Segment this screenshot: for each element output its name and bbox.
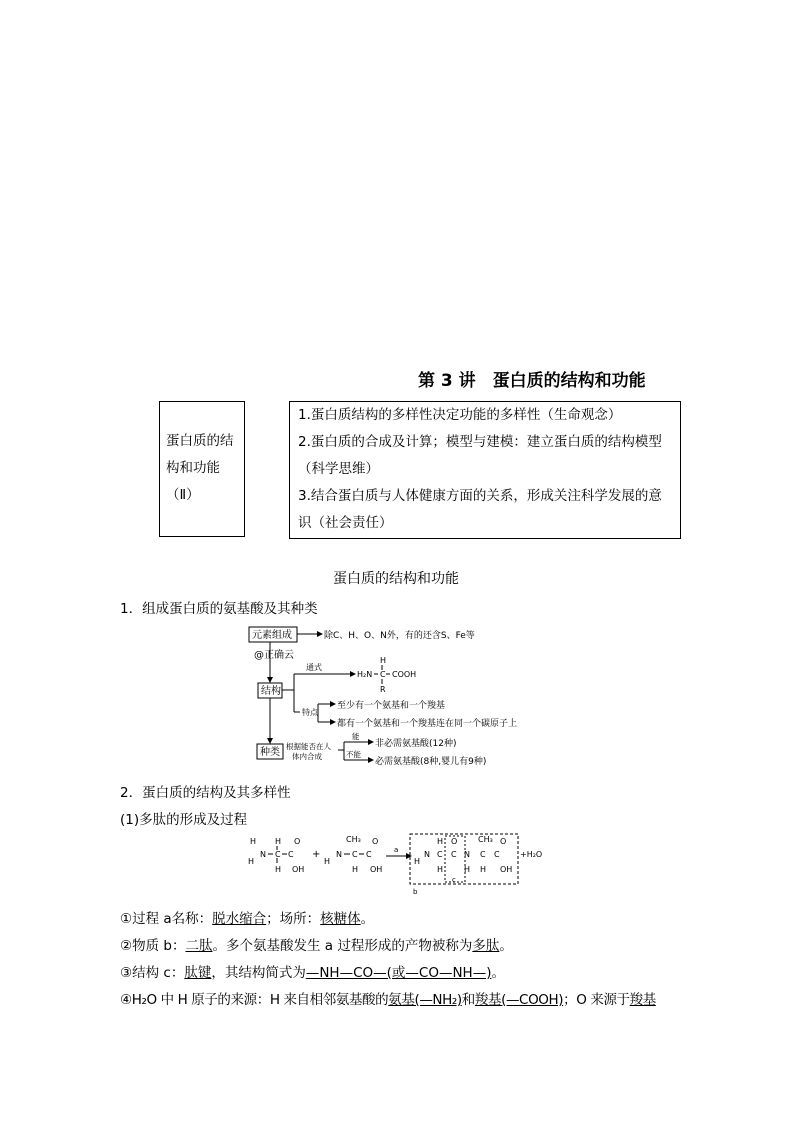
- qa-text: ，其结构简式为: [211, 965, 306, 981]
- answer-blank: 核糖体: [320, 911, 361, 927]
- answer-blank: 羧基: [629, 992, 656, 1008]
- objective-line: （科学思维）: [298, 461, 379, 477]
- atom-oh: OH: [292, 865, 305, 874]
- topic-line: 构和功能: [166, 460, 220, 476]
- atom-o: O: [294, 837, 301, 846]
- basis-line-2: 体内合成: [292, 752, 322, 761]
- atom-c: C: [480, 850, 486, 859]
- qa-text: 。: [499, 938, 513, 954]
- atom-h: H: [437, 865, 444, 874]
- atom-h: H: [464, 865, 471, 874]
- answer-blank: 多肽: [472, 938, 500, 954]
- objective-line: 识（社会责任）: [298, 515, 393, 531]
- qa-line-1: [120, 907, 374, 927]
- atom-h: H: [250, 837, 257, 846]
- atom-ch3: CH₃: [478, 835, 493, 844]
- elements-text: 除C、H、O、N外，有的还含S、Fe等: [324, 631, 475, 641]
- features-label: 特点: [302, 708, 318, 717]
- structure-box-label: 结构: [261, 686, 281, 697]
- arrow-head: [330, 719, 336, 725]
- formula-h: H: [380, 656, 387, 665]
- amino-acid-diagram: [240, 620, 570, 770]
- atom-o: O: [372, 837, 379, 846]
- general-formula-label: 通式: [306, 663, 322, 672]
- essential-text: 必需氨基酸(8种,婴儿有9种): [375, 757, 487, 767]
- heading-amino-acids: 1．组成蛋白质的氨基酸及其种类: [120, 601, 318, 617]
- atom-o: O: [451, 837, 458, 846]
- dipeptide-diagram: [242, 830, 552, 900]
- qa-line-4: [120, 988, 656, 1008]
- qa-text: 。: [491, 965, 505, 981]
- label-c: c: [452, 876, 456, 884]
- atom-c: C: [494, 850, 500, 859]
- topic-line: 蛋白质的结: [166, 433, 234, 449]
- arrow-head: [350, 671, 356, 677]
- atom-c: C: [275, 850, 281, 859]
- atom-h: H: [324, 857, 331, 866]
- formula-r: R: [380, 685, 386, 694]
- arrow-head: [368, 757, 374, 763]
- atom-h: H: [480, 865, 487, 874]
- atom-c: C: [352, 850, 358, 859]
- arrow-head: [330, 701, 336, 707]
- answer-blank: —NH—CO—(或—CO—NH—): [305, 965, 492, 981]
- subheading-polypeptide: (1)多肽的形成及过程: [120, 812, 248, 828]
- atom-o: O: [500, 837, 507, 846]
- atom-c: C: [366, 850, 372, 859]
- formula-h2n: H₂N: [357, 670, 373, 679]
- atom-n: N: [260, 850, 266, 859]
- qa-text: 。: [360, 911, 375, 927]
- cannot-label: 不能: [346, 750, 361, 759]
- elements-box-label: 元素组成: [252, 630, 292, 641]
- arrow-label-a: a: [394, 846, 399, 854]
- qa-text: ；场所：: [266, 911, 321, 927]
- qa-text: ③结构 c：: [120, 965, 185, 981]
- qa-text: ②物质 b：: [120, 938, 186, 954]
- atom-h: H: [437, 837, 444, 846]
- qa-line-3: [120, 961, 505, 981]
- objective-line: 1.蛋白质结构的多样性决定功能的多样性（生命观念）: [298, 407, 622, 423]
- formula-c: C: [380, 670, 386, 679]
- can-label: 能: [352, 732, 360, 741]
- atom-n: N: [336, 850, 342, 859]
- types-box-label: 种类: [260, 747, 280, 758]
- objectives-box: [289, 401, 681, 539]
- objective-line: 2.蛋白质的合成及计算；模型与建模：建立蛋白质的结构模型: [298, 434, 662, 450]
- answer-blank: 羧基(—COOH): [474, 992, 564, 1008]
- basis-line-1: 根据能否在人: [286, 742, 331, 751]
- qa-text: ④H₂O 中 H 原子的来源：H 来自相邻氨基酸的: [120, 992, 389, 1008]
- atom-h: H: [275, 837, 282, 846]
- answer-blank: 脱水缩合: [212, 911, 267, 927]
- topic-box: [159, 401, 245, 537]
- water-product: +H₂O: [520, 850, 543, 859]
- topic-line: （Ⅱ）: [166, 487, 200, 503]
- atom-c: C: [437, 850, 443, 859]
- nonessential-text: 非必需氨基酸(12种): [375, 739, 457, 749]
- atom-n: N: [464, 850, 470, 859]
- atom-oh: OH: [500, 865, 513, 874]
- atom-ch3: CH₃: [346, 835, 361, 844]
- atom-h: H: [352, 865, 359, 874]
- arrow-head: [368, 739, 374, 745]
- atom-c: C: [451, 850, 457, 859]
- atom-oh: OH: [370, 865, 383, 874]
- arrow-head: [317, 631, 323, 637]
- formula-cooh: COOH: [392, 670, 417, 679]
- label-b: b: [413, 888, 418, 896]
- feature-1: 至少有一个氨基和一个羧基: [337, 701, 446, 711]
- plus-sign: +: [312, 849, 321, 860]
- answer-blank: 氨基(—NH₂): [388, 992, 462, 1008]
- heading-structure: 2．蛋白质的结构及其多样性: [120, 785, 291, 801]
- arrow-head: [267, 738, 273, 744]
- atom-h: H: [275, 865, 282, 874]
- atom-h: H: [248, 857, 255, 866]
- lecture-title: 第 3 讲 蛋白质的结构和功能: [418, 371, 646, 391]
- arrow-head: [267, 677, 273, 683]
- watermark: @正确云: [254, 650, 294, 661]
- atom-n: N: [424, 850, 430, 859]
- atom-h: H: [414, 857, 421, 866]
- qa-text: ；O 来源于: [563, 992, 630, 1008]
- section-heading: 蛋白质的结构和功能: [333, 571, 459, 587]
- feature-2: 都有一个氨基和一个羧基连在同一个碳原子上: [337, 719, 518, 729]
- reaction-arrow-head: [406, 853, 412, 859]
- qa-line-2: [120, 934, 513, 954]
- answer-blank: 二肽: [185, 938, 213, 954]
- atom-c: C: [288, 850, 294, 859]
- qa-text: 。多个氨基酸发生 a 过程形成的产物被称为: [212, 938, 473, 954]
- qa-text: ①过程 a名称：: [120, 911, 213, 927]
- objective-line: 3.结合蛋白质与人体健康方面的关系，形成关注科学发展的意: [298, 488, 662, 504]
- answer-blank: 肽键: [184, 965, 212, 981]
- qa-text: 和: [461, 992, 475, 1008]
